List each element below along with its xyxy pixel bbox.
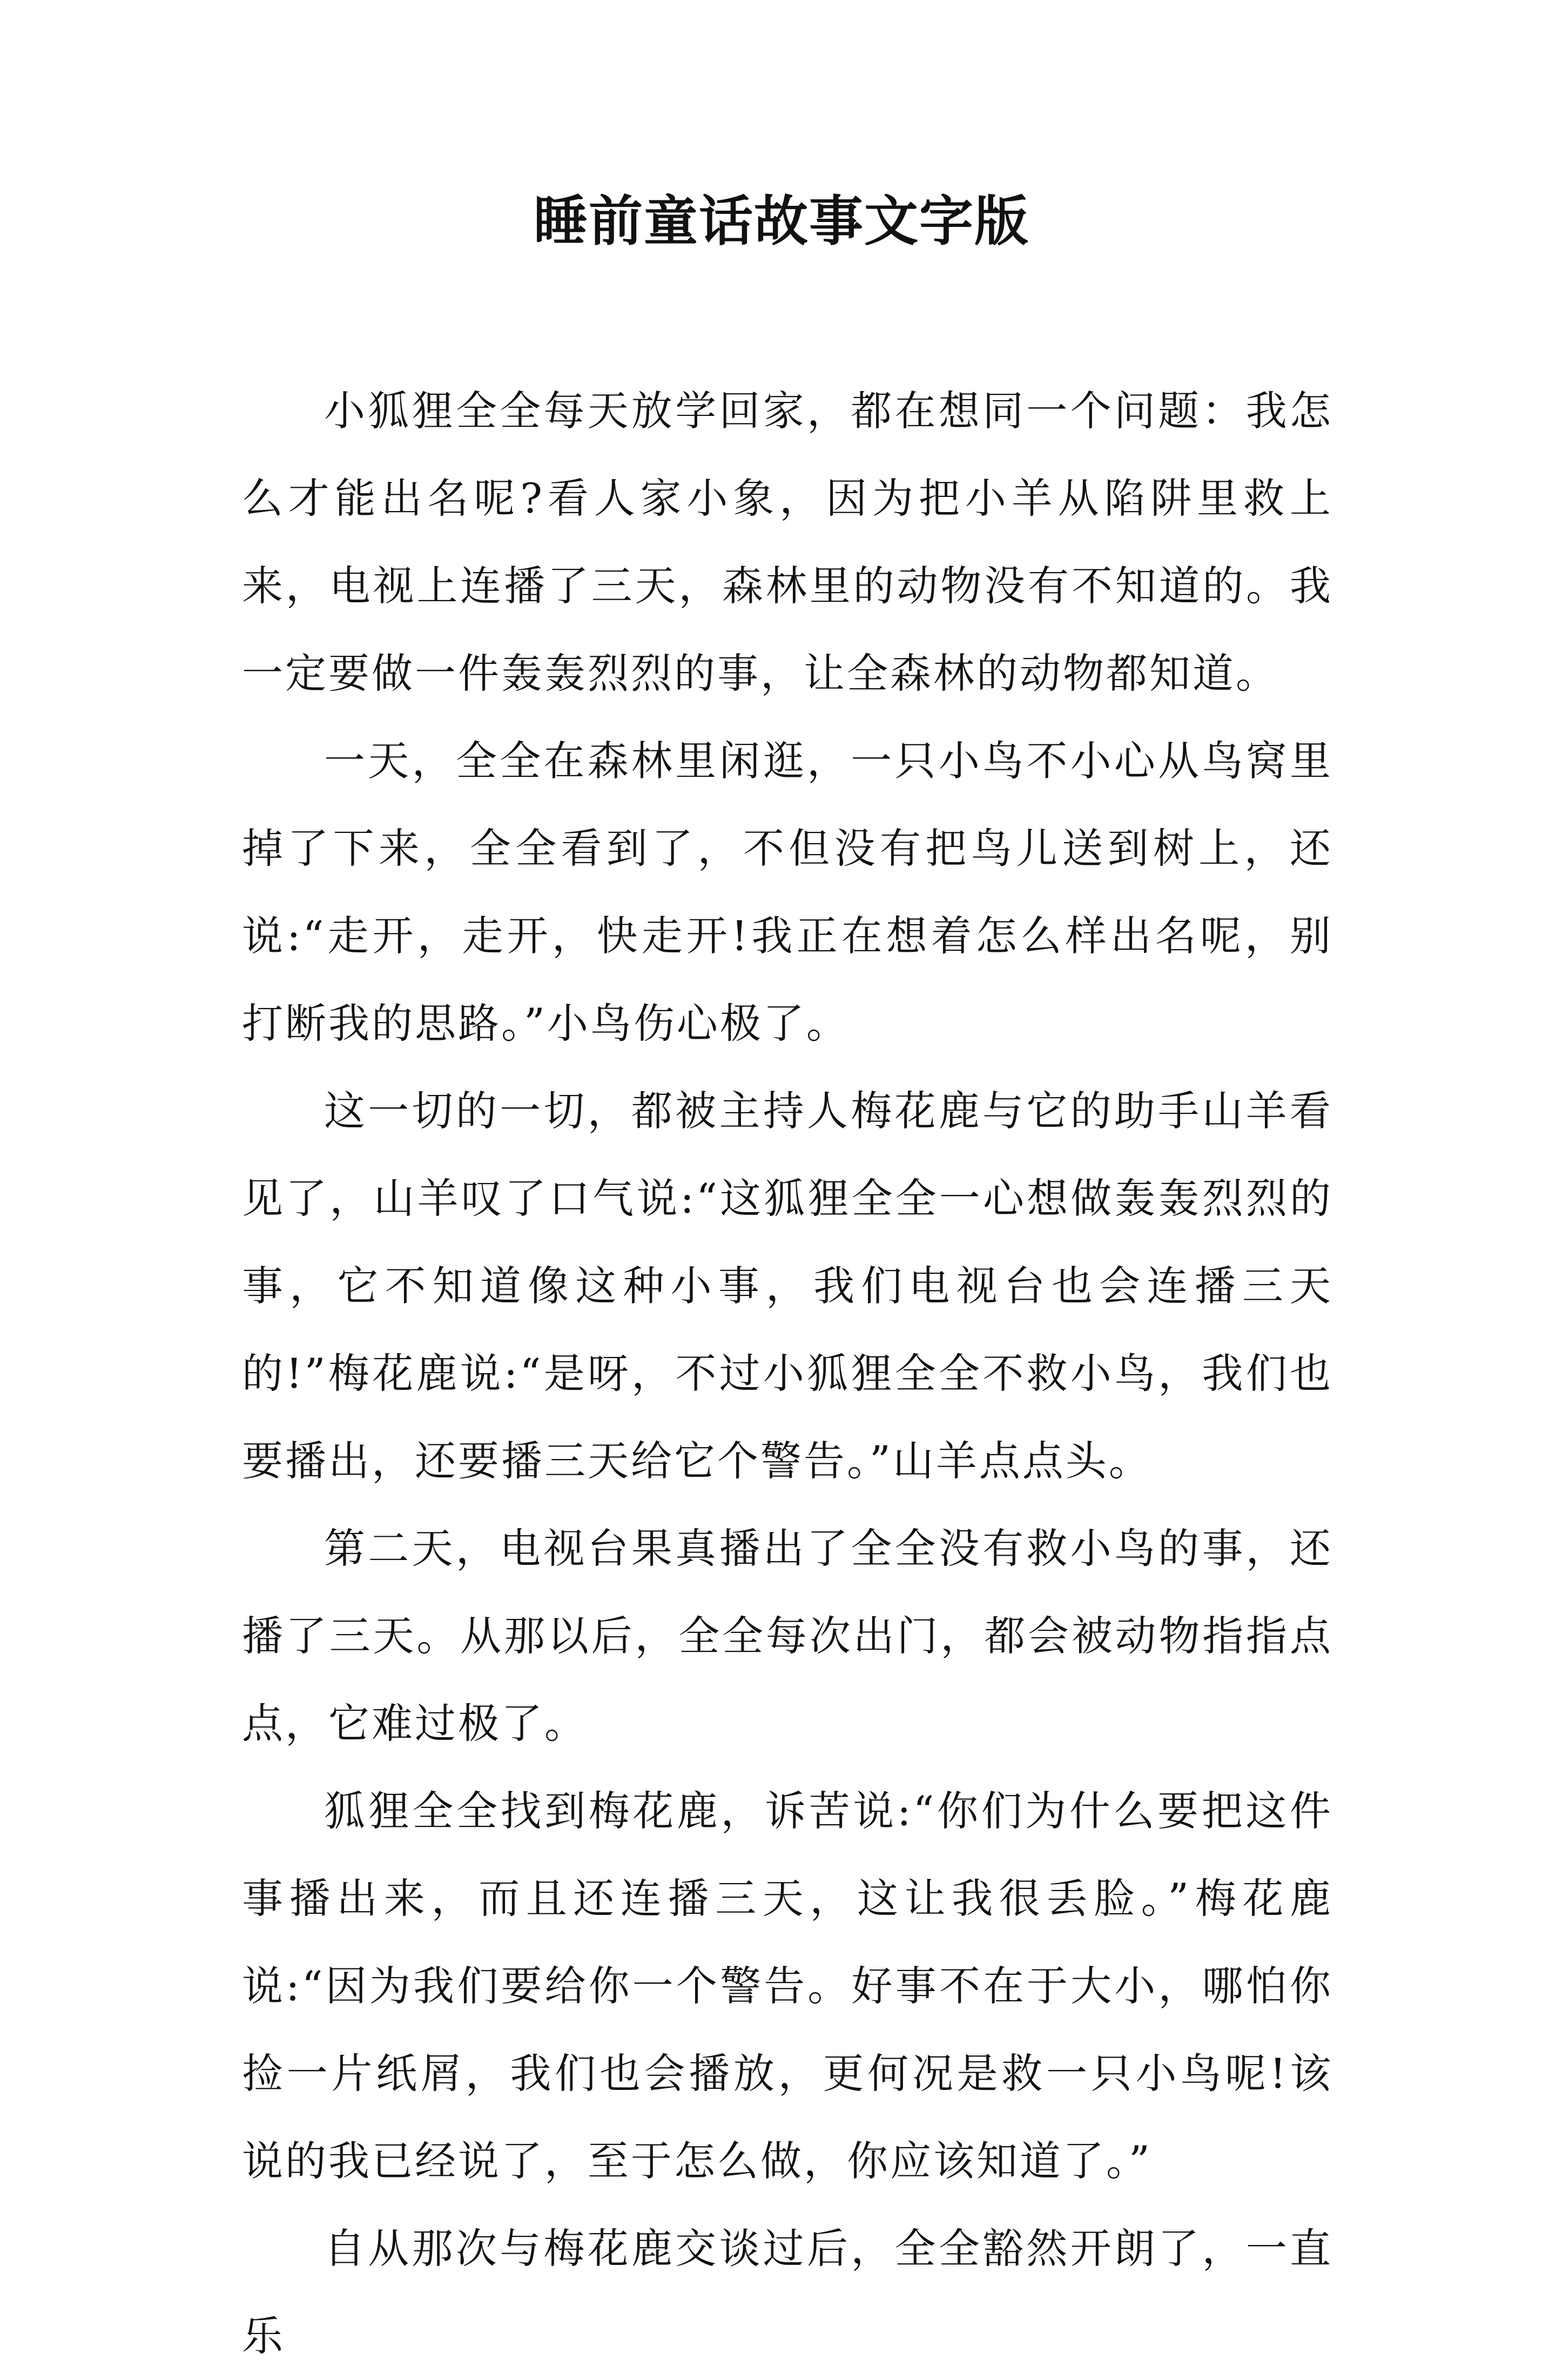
paragraph: 小狐狸全全每天放学回家，都在想同一个问题：我怎么才能出名呢?看人家小象，因为把小羊从陷阱里救上来，电视上连播了三天，森林里的动物没有不知道的。我一定要做一件轰轰烈烈的事，让全森林的动物都知道。 [242, 387, 1333, 697]
paragraph: 自从那次与梅花鹿交谈过后，全全豁然开朗了，一直乐 [242, 2224, 1333, 2360]
document-title: 睡前童话故事文字版 [534, 190, 1029, 253]
paragraph: 这一切的一切，都被主持人梅花鹿与它的助手山羊看见了，山羊叹了口气说:“这狐狸全全一心想做轰轰烈烈的事，它不知道像这种小事，我们电视台也会连播三天的!”梅花鹿说:“是呀，不过小狐狸全全不救小鸟，我们也要播出，还要播三天给它个警告。”山羊点点头。 [242, 1087, 1333, 1485]
document-body [242, 367, 1333, 2380]
paragraph: 狐狸全全找到梅花鹿，诉苦说:“你们为什么要把这件事播出来，而且还连播三天，这让我很丢脸。”梅花鹿说:“因为我们要给你一个警告。好事不在于大小，哪怕你捡一片纸屑，我们也会播放，更何况是救一只小鸟呢!该说的我已经说了，至于怎么做，你应该知道了。” [242, 1787, 1333, 2185]
paragraph: 一天，全全在森林里闲逛，一只小鸟不小心从鸟窝里掉了下来，全全看到了，不但没有把鸟儿送到树上，还说:“走开，走开，快走开!我正在想着怎么样出名呢，别打断我的思路。”小鸟伤心极了。 [242, 737, 1333, 1047]
paragraph: 第二天，电视台果真播出了全全没有救小鸟的事，还播了三天。从那以后，全全每次出门，都会被动物指指点点，它难过极了。 [242, 1524, 1333, 1747]
